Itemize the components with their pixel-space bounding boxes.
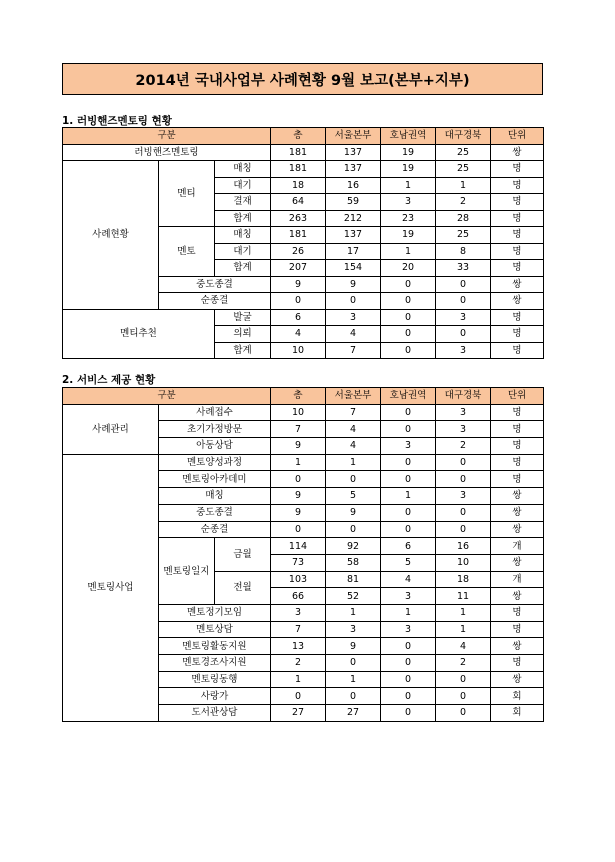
cell-honam: 0: [381, 471, 436, 488]
table-header-row: [63, 128, 544, 145]
cell-seoul: 9: [326, 638, 381, 655]
row-label: 멘토정기모임: [159, 604, 271, 621]
cell-daegu: 28: [436, 210, 491, 227]
cell-unit: 명: [491, 454, 544, 471]
cell-honam: 0: [381, 293, 436, 310]
cell-daegu: 3: [436, 404, 491, 421]
subgroup-label-mentor: 멘토: [159, 227, 215, 277]
cell-daegu: 2: [436, 438, 491, 455]
cell-total: 9: [271, 276, 326, 293]
subgroup-label-last-month: 전월: [215, 571, 271, 604]
row-label: 사례접수: [159, 404, 271, 421]
cell-unit: 명: [491, 404, 544, 421]
cell-daegu: 0: [436, 705, 491, 722]
cell-unit: 명: [491, 309, 544, 326]
header-category: 구분: [63, 388, 271, 405]
cell-total: 181: [271, 161, 326, 178]
cell-daegu: 3: [436, 488, 491, 505]
cell-daegu: 33: [436, 260, 491, 277]
row-label: 멘토상담: [159, 621, 271, 638]
cell-total: 10: [271, 404, 326, 421]
cell-unit: 쌍: [491, 671, 544, 688]
cell-honam: 1: [381, 243, 436, 260]
row-label: 멘토링활동지원: [159, 638, 271, 655]
cell-seoul: 92: [326, 538, 381, 555]
header-honam: 호남권역: [381, 388, 436, 405]
cell-total: 114: [271, 538, 326, 555]
cell-total: 0: [271, 521, 326, 538]
row-label: 발굴: [215, 309, 271, 326]
cell-honam: 23: [381, 210, 436, 227]
cell-honam: 0: [381, 705, 436, 722]
cell-honam: 0: [381, 521, 436, 538]
cell-seoul: 4: [326, 421, 381, 438]
cell-honam: 19: [381, 227, 436, 244]
cell-daegu: 0: [436, 454, 491, 471]
header-total: 총: [271, 128, 326, 145]
cell-daegu: 3: [436, 421, 491, 438]
cell-seoul: 52: [326, 588, 381, 605]
cell-daegu: 2: [436, 194, 491, 211]
table-row: [63, 161, 544, 178]
cell-honam: 20: [381, 260, 436, 277]
cell-seoul: 81: [326, 571, 381, 588]
row-label: 매칭: [215, 161, 271, 178]
cell-total: 9: [271, 488, 326, 505]
cell-unit: 명: [491, 194, 544, 211]
row-label: 결재: [215, 194, 271, 211]
cell-unit: 회: [491, 688, 544, 705]
cell-seoul: 137: [326, 161, 381, 178]
subgroup-label-this-month: 금월: [215, 538, 271, 571]
row-label: 중도종결: [159, 504, 271, 521]
cell-seoul: 0: [326, 293, 381, 310]
cell-daegu: 11: [436, 588, 491, 605]
cell-daegu: 1: [436, 177, 491, 194]
cell-total: 7: [271, 421, 326, 438]
cell-daegu: 0: [436, 471, 491, 488]
table-header-row: [63, 388, 544, 405]
cell-honam: 1: [381, 488, 436, 505]
cell-daegu: 0: [436, 326, 491, 343]
cell-seoul: 1: [326, 604, 381, 621]
row-label: 도서관상담: [159, 705, 271, 722]
cell-seoul: 3: [326, 621, 381, 638]
group-label-mentee-recommend: 멘티추천: [63, 309, 215, 359]
row-label: 합계: [215, 342, 271, 359]
cell-unit: 명: [491, 326, 544, 343]
row-label: 의뢰: [215, 326, 271, 343]
cell-unit: 쌍: [491, 293, 544, 310]
cell-total: 4: [271, 326, 326, 343]
row-label: 합계: [215, 260, 271, 277]
cell-honam: 0: [381, 638, 436, 655]
cell-honam: 0: [381, 309, 436, 326]
cell-unit: 쌍: [491, 276, 544, 293]
cell-unit: 명: [491, 471, 544, 488]
cell-total: 26: [271, 243, 326, 260]
cell-total: 10: [271, 342, 326, 359]
cell-honam: 5: [381, 554, 436, 571]
cell-unit: 명: [491, 655, 544, 672]
cell-unit: 쌍: [491, 554, 544, 571]
row-label: 합계: [215, 210, 271, 227]
cell-seoul: 137: [326, 144, 381, 161]
cell-unit: 명: [491, 161, 544, 178]
cell-seoul: 4: [326, 326, 381, 343]
row-label: 사랑가: [159, 688, 271, 705]
cell-daegu: 3: [436, 342, 491, 359]
row-label: 매칭: [159, 488, 271, 505]
cell-honam: 3: [381, 438, 436, 455]
cell-seoul: 1: [326, 671, 381, 688]
cell-seoul: 9: [326, 504, 381, 521]
cell-daegu: 3: [436, 309, 491, 326]
cell-unit: 명: [491, 210, 544, 227]
cell-daegu: 0: [436, 688, 491, 705]
document-title: 2014년 국내사업부 사례현황 9월 보고(본부+지부): [62, 63, 543, 95]
header-seoul: 서울본부: [326, 388, 381, 405]
cell-total: 64: [271, 194, 326, 211]
table-row: [63, 454, 544, 471]
table-row: [63, 309, 544, 326]
cell-unit: 명: [491, 243, 544, 260]
cell-seoul: 3: [326, 309, 381, 326]
cell-unit: 개: [491, 571, 544, 588]
row-label: 대기: [215, 177, 271, 194]
cell-seoul: 4: [326, 438, 381, 455]
cell-seoul: 0: [326, 521, 381, 538]
cell-total: 66: [271, 588, 326, 605]
cell-honam: 6: [381, 538, 436, 555]
cell-unit: 명: [491, 604, 544, 621]
cell-total: 207: [271, 260, 326, 277]
cell-unit: 쌍: [491, 588, 544, 605]
row-label: 대기: [215, 243, 271, 260]
cell-daegu: 0: [436, 504, 491, 521]
cell-daegu: 25: [436, 161, 491, 178]
row-label: 멘토링아카데미: [159, 471, 271, 488]
row-label: 순종결: [159, 521, 271, 538]
header-total: 총: [271, 388, 326, 405]
cell-seoul: 154: [326, 260, 381, 277]
cell-unit: 쌍: [491, 488, 544, 505]
cell-seoul: 0: [326, 471, 381, 488]
row-label: 러빙핸즈멘토링: [63, 144, 271, 161]
cell-total: 1: [271, 454, 326, 471]
cell-seoul: 0: [326, 655, 381, 672]
cell-seoul: 58: [326, 554, 381, 571]
row-label: 순종결: [159, 293, 271, 310]
row-label: 중도종결: [159, 276, 271, 293]
cell-seoul: 7: [326, 404, 381, 421]
cell-total: 2: [271, 655, 326, 672]
cell-unit: 개: [491, 538, 544, 555]
cell-daegu: 0: [436, 521, 491, 538]
table-row: [63, 144, 544, 161]
lovinghands-status-table: [62, 127, 544, 359]
cell-total: 6: [271, 309, 326, 326]
cell-total: 0: [271, 688, 326, 705]
cell-honam: 3: [381, 194, 436, 211]
subgroup-label-mentoring-journal: 멘토링일지: [159, 538, 215, 605]
service-provision-table: [62, 387, 544, 722]
row-label: 멘토경조사지원: [159, 655, 271, 672]
cell-unit: 명: [491, 621, 544, 638]
cell-seoul: 0: [326, 688, 381, 705]
header-daegu: 대구경북: [436, 128, 491, 145]
cell-seoul: 212: [326, 210, 381, 227]
cell-seoul: 16: [326, 177, 381, 194]
cell-unit: 명: [491, 421, 544, 438]
group-label-mentoring-business: 멘토링사업: [63, 454, 159, 721]
cell-daegu: 16: [436, 538, 491, 555]
cell-seoul: 17: [326, 243, 381, 260]
row-label: 멘토양성과정: [159, 454, 271, 471]
group-label-case-management: 사례관리: [63, 404, 159, 454]
cell-unit: 명: [491, 438, 544, 455]
cell-unit: 회: [491, 705, 544, 722]
cell-total: 18: [271, 177, 326, 194]
cell-seoul: 27: [326, 705, 381, 722]
cell-daegu: 1: [436, 604, 491, 621]
cell-unit: 쌍: [491, 521, 544, 538]
cell-daegu: 25: [436, 227, 491, 244]
cell-seoul: 137: [326, 227, 381, 244]
row-label: 초기가정방문: [159, 421, 271, 438]
cell-daegu: 18: [436, 571, 491, 588]
header-honam: 호남권역: [381, 128, 436, 145]
cell-seoul: 5: [326, 488, 381, 505]
cell-total: 181: [271, 227, 326, 244]
cell-seoul: 1: [326, 454, 381, 471]
cell-total: 9: [271, 438, 326, 455]
cell-total: 103: [271, 571, 326, 588]
cell-daegu: 0: [436, 671, 491, 688]
cell-honam: 4: [381, 571, 436, 588]
cell-unit: 명: [491, 260, 544, 277]
cell-unit: 쌍: [491, 144, 544, 161]
row-label: 매칭: [215, 227, 271, 244]
cell-unit: 쌍: [491, 504, 544, 521]
cell-honam: 0: [381, 504, 436, 521]
cell-daegu: 1: [436, 621, 491, 638]
table-row: [63, 404, 544, 421]
cell-daegu: 10: [436, 554, 491, 571]
section-2-heading: 2. 서비스 제공 현황: [62, 374, 156, 386]
cell-total: 263: [271, 210, 326, 227]
cell-total: 27: [271, 705, 326, 722]
cell-seoul: 7: [326, 342, 381, 359]
cell-daegu: 0: [436, 293, 491, 310]
cell-honam: 0: [381, 671, 436, 688]
cell-total: 0: [271, 471, 326, 488]
cell-seoul: 59: [326, 194, 381, 211]
header-unit: 단위: [491, 128, 544, 145]
cell-daegu: 4: [436, 638, 491, 655]
cell-honam: 3: [381, 621, 436, 638]
cell-honam: 19: [381, 144, 436, 161]
cell-total: 0: [271, 293, 326, 310]
cell-honam: 0: [381, 688, 436, 705]
cell-total: 73: [271, 554, 326, 571]
cell-honam: 0: [381, 326, 436, 343]
subgroup-label-mentee: 멘티: [159, 161, 215, 227]
header-daegu: 대구경북: [436, 388, 491, 405]
group-label-case-status: 사례현황: [63, 161, 159, 310]
cell-honam: 19: [381, 161, 436, 178]
cell-unit: 쌍: [491, 638, 544, 655]
cell-total: 7: [271, 621, 326, 638]
cell-honam: 0: [381, 454, 436, 471]
header-seoul: 서울본부: [326, 128, 381, 145]
cell-daegu: 0: [436, 276, 491, 293]
cell-total: 1: [271, 671, 326, 688]
cell-honam: 0: [381, 276, 436, 293]
cell-total: 13: [271, 638, 326, 655]
cell-honam: 0: [381, 342, 436, 359]
cell-daegu: 2: [436, 655, 491, 672]
header-category: 구분: [63, 128, 271, 145]
cell-daegu: 25: [436, 144, 491, 161]
cell-unit: 명: [491, 227, 544, 244]
cell-unit: 명: [491, 342, 544, 359]
cell-seoul: 9: [326, 276, 381, 293]
cell-total: 9: [271, 504, 326, 521]
cell-honam: 3: [381, 588, 436, 605]
cell-honam: 0: [381, 655, 436, 672]
cell-daegu: 8: [436, 243, 491, 260]
cell-unit: 명: [491, 177, 544, 194]
cell-honam: 1: [381, 177, 436, 194]
cell-total: 181: [271, 144, 326, 161]
row-label: 아동상담: [159, 438, 271, 455]
cell-honam: 0: [381, 421, 436, 438]
cell-honam: 0: [381, 404, 436, 421]
header-unit: 단위: [491, 388, 544, 405]
row-label: 멘토링동행: [159, 671, 271, 688]
section-1-heading: 1. 러빙핸즈멘토링 현황: [62, 115, 172, 127]
cell-honam: 1: [381, 604, 436, 621]
cell-total: 3: [271, 604, 326, 621]
